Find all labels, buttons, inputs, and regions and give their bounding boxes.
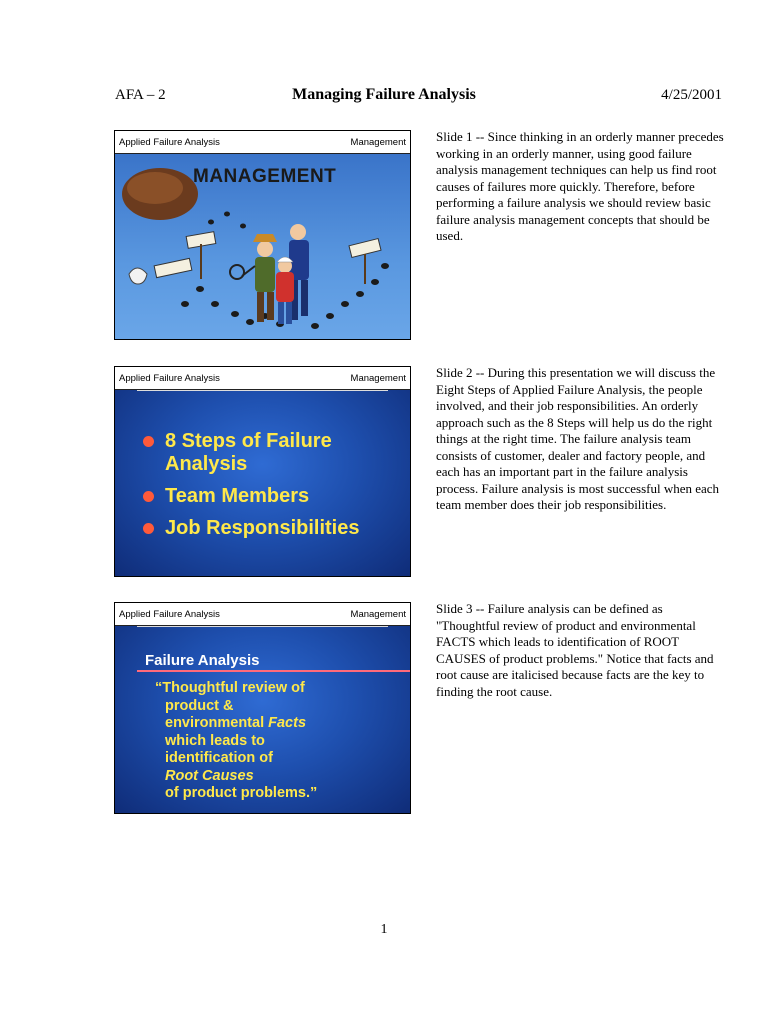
doc-code: AFA – 2 <box>115 87 166 103</box>
quote-line: which leads to <box>165 732 265 749</box>
bullet-job-responsibilities: Job Responsibilities <box>141 517 365 540</box>
slide-2 <box>114 366 411 577</box>
slide-3-section-label: Management <box>350 608 406 620</box>
slide-2-course-label: Applied Failure Analysis <box>119 372 220 384</box>
quote-line: product & <box>165 697 234 714</box>
slide-3-body <box>115 626 410 813</box>
doc-title: Managing Failure Analysis <box>292 86 476 103</box>
slide-1 <box>114 130 411 340</box>
slide-1-header-bar <box>115 131 410 154</box>
slide-2-body <box>115 390 410 576</box>
slide-1-notes: Slide 1 -- Since thinking in an orderly manner precedes working in an orderly manner, using good failure analysis management techniques can help us find root causes of failures more quickly. Therefore, before performing a failure analysis we should review basic failure analysis management concepts that should be used. <box>436 129 724 243</box>
slide-3-heading: Failure Analysis <box>145 652 260 669</box>
quote-line: identification of <box>165 750 273 766</box>
detective-figures <box>230 224 309 324</box>
slide-3-heading-rule <box>137 670 410 672</box>
slide-2-notes: Slide 2 -- During this presentation we will discuss the Eight Steps of Applied Failure Analysis, the people involved, and their job responsibilities. An orderly approach such as the 8 Steps will help us do the right things at the right time. The failure analysis team consists of customer, dealer and factory people, and each has an important part in the failure analysis process. Failure analysis is most successful when each team member does their job responsibilities. <box>436 365 720 512</box>
slide-3-notes: Slide 3 -- Failure analysis can be defined as "Thoughtful review of product and environmental FACTS which leads to identification of ROOT CAUSES of product problems." Notice that facts and root cause are italicised because facts are the key to finding the root cause. <box>436 601 714 699</box>
page-number: 1 <box>380 922 388 937</box>
bullet-eight-steps: 8 Steps of Failure Analysis <box>141 430 365 476</box>
slide-1-body <box>115 154 410 339</box>
doc-date: 4/25/2001 <box>661 87 722 103</box>
skull <box>129 268 147 284</box>
bullet-team-members: Team Members <box>141 485 365 508</box>
slide-3 <box>114 602 411 814</box>
quote-line: Root Causes <box>165 767 254 784</box>
slide-2-bullet-list <box>141 430 365 549</box>
slide-2-top-rule <box>137 390 388 391</box>
slide-1-section-label: Management <box>350 136 406 148</box>
quote-line: environmental Facts <box>165 715 307 731</box>
slide-1-course-label: Applied Failure Analysis <box>119 136 220 148</box>
slide-3-header-bar <box>115 603 410 626</box>
slide-3-definition-quote <box>155 680 400 803</box>
slide-2-section-label: Management <box>350 372 406 384</box>
quote-line: of product problems.” <box>165 785 318 801</box>
quote-line: “Thoughtful review of <box>155 680 305 696</box>
slide-1-heading: MANAGEMENT <box>193 166 337 187</box>
slide-2-header-bar <box>115 367 410 390</box>
slide-3-top-rule <box>137 626 388 627</box>
slide-3-course-label: Applied Failure Analysis <box>119 608 220 620</box>
